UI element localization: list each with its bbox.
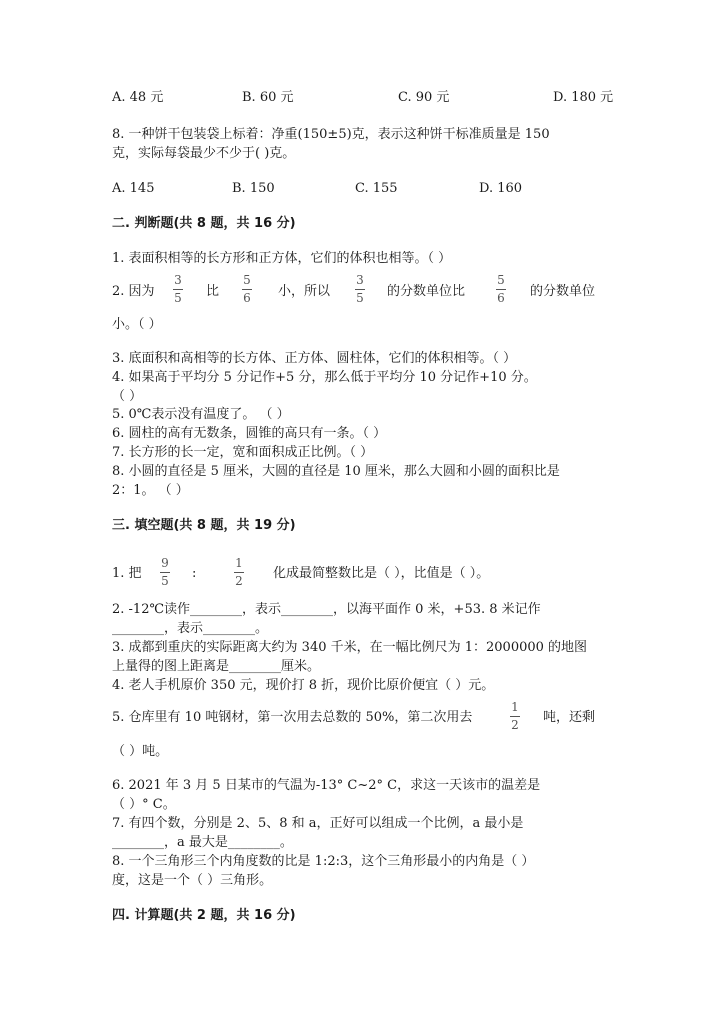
question-text: 8. 小圆的直径是 5 厘米，大圆的直径是 10 厘米，那么大圆和小圆的面积比是	[112, 464, 560, 479]
question-text: 7. 有四个数，分别是 2、5、8 和 a，正好可以组成一个比例，a 最小是	[112, 816, 524, 831]
question-text: 克，实际每袋最少不少于( )克。	[112, 146, 296, 161]
question-text: 2. 因为	[112, 284, 155, 299]
fraction: 1 2	[511, 700, 519, 732]
question-text: 8. 一种饼干包装袋上标着：净重(150±5)克，表示这种饼干标准质量是 150	[112, 127, 550, 142]
question-text: 3. 底面积和高相等的长方体、正方体、圆柱体，它们的体积相等。（ ）	[112, 351, 517, 366]
option-d: D. 160	[479, 181, 523, 196]
question-text: 6. 圆柱的高有无数条，圆锥的高只有一条。（ ）	[112, 426, 387, 441]
question-text: ________，表示________。	[112, 621, 269, 636]
question-text: 小，所以	[278, 284, 331, 299]
fraction: 3 5	[174, 273, 182, 305]
question-text: :	[192, 566, 197, 581]
question-text: 7. 长方形的长一定，宽和面积成正比例。（ ）	[112, 445, 374, 460]
question-text: 2：1。 （ ）	[112, 483, 189, 498]
question-text: 度，这是一个（ ）三角形。	[112, 873, 273, 888]
option-b: B. 150	[232, 181, 275, 196]
question-text: 6. 2021 年 3 月 5 日某市的气温为-13° C~2° C，求这一天该市的温差是	[112, 778, 541, 793]
question-text: 3. 成都到重庆的实际距离大约为 340 千米，在一幅比例尺为 1：2000000 的地图	[112, 640, 588, 655]
question-text: ________，a 最大是________。	[112, 835, 293, 850]
question-text: 吨，还剩	[543, 710, 596, 725]
option-d: D. 180 元	[553, 90, 614, 105]
question-text: 的分数单位	[530, 284, 596, 299]
question-text: 化成最简整数比是（ ），比值是（ ）。	[273, 566, 490, 581]
question-text: （ ）° C。	[112, 797, 176, 812]
fraction: 1 2	[235, 556, 243, 588]
question-text: 的分数单位比	[387, 284, 466, 299]
question-text: 比	[206, 284, 220, 299]
question-text: 5. 0℃表示没有温度了。 （ ）	[112, 407, 290, 422]
option-b: B. 60 元	[242, 90, 294, 105]
fraction: 3 5	[356, 273, 364, 305]
question-text: 1. 把	[112, 566, 142, 581]
question-text: 8. 一个三角形三个内角度数的比是 1:2:3，这个三角形最小的内角是（ ）	[112, 854, 535, 869]
fraction: 9 5	[161, 556, 169, 588]
question-text: （ ）吨。	[112, 744, 169, 759]
option-c: C. 90 元	[398, 90, 450, 105]
section-title: 三. 填空题(共 8 题，共 19 分)	[112, 518, 296, 533]
question-text: （ ）	[112, 389, 143, 404]
question-text: 4. 如果高于平均分 5 分记作+5 分，那么低于平均分 10 分记作+10 分。	[112, 370, 537, 385]
fraction: 5 6	[243, 273, 251, 305]
question-text: 2. -12℃读作________，表示________，以海平面作 0 米，+53. 8 米记作	[112, 602, 541, 617]
question-text: 4. 老人手机原价 350 元，现价打 8 折，现价比原价便宜（ ）元。	[112, 678, 495, 693]
question-text: 5. 仓库里有 10 吨钢材，第一次用去总数的 50%，第二次用去	[112, 710, 473, 725]
option-c: C. 155	[355, 181, 398, 196]
question-text: 上量得的图上距离是________厘米。	[112, 659, 321, 674]
question-text: 1. 表面积相等的长方形和正方体，它们的体积也相等。（ ）	[112, 251, 452, 266]
option-a: A. 145	[112, 181, 155, 196]
section-title: 四. 计算题(共 2 题，共 16 分)	[112, 908, 296, 923]
fraction: 5 6	[497, 273, 505, 305]
section-title: 二. 判断题(共 8 题，共 16 分)	[112, 216, 296, 231]
option-a: A. 48 元	[112, 90, 164, 105]
question-text: 小。（ ）	[112, 317, 162, 332]
